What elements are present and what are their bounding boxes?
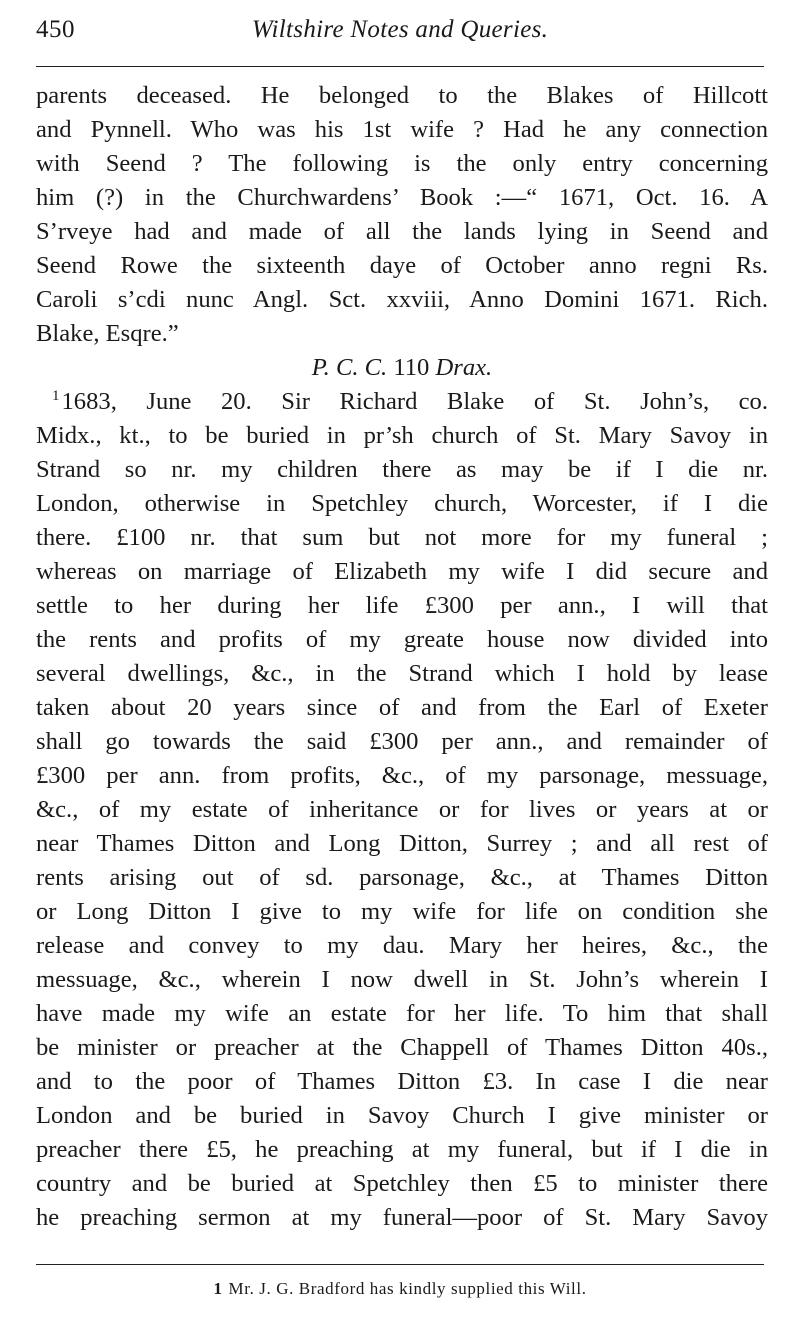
text-line: messuage, &c., wherein I now dwell in St. John’s wherein I <box>36 966 768 993</box>
text-line: he preaching sermon at my funeral—poor of St. Mary Savoy <box>36 1204 768 1231</box>
text-line-first <box>36 385 768 419</box>
footnote-rule <box>36 1264 764 1265</box>
text-line: whereas on marriage of Elizabeth my wife I did secure and <box>36 558 768 585</box>
footnote-reference: 1 <box>52 388 60 404</box>
text-line: Blake, Esqre.” <box>36 320 179 347</box>
page-header <box>36 16 764 56</box>
text-line: have made my wife an estate for her life. To him that shall <box>36 1000 768 1027</box>
heading-prefix: P. C. C. <box>311 354 388 381</box>
text-line: and to the poor of Thames Ditton £3. In case I die near <box>36 1068 768 1095</box>
footnote-mark: 1 <box>213 1279 223 1298</box>
text-line: him (?) in the Churchwardens’ Book :—“ 1671, Oct. 16. A <box>36 184 768 211</box>
text-line: be minister or preacher at the Chappell of Thames Ditton 40s., <box>36 1034 768 1061</box>
heading-number: 110 <box>393 354 430 381</box>
text-line: £300 per ann. from profits, &c., of my parsonage, messuage, <box>36 762 768 789</box>
page-body <box>36 79 768 1235</box>
text-line: parents deceased. He belonged to the Blakes of Hillcott <box>36 82 768 109</box>
text-line: &c., of my estate of inheritance or for lives or years at or <box>36 796 768 823</box>
text-line: Strand so nr. my children there as may be if I die nr. <box>36 456 768 483</box>
text-line: preacher there £5, he preaching at my funeral, but if I die in <box>36 1136 768 1163</box>
text-line: the rents and profits of my greate house now divided into <box>36 626 768 653</box>
paragraph-2 <box>36 385 768 1235</box>
running-title: Wiltshire Notes and Queries. <box>251 16 549 43</box>
text-line: near Thames Ditton and Long Ditton, Surrey ; and all rest of <box>36 830 768 857</box>
text-line: S’rveye had and made of all the lands lying in Seend and <box>36 218 768 245</box>
text-line-content: 1683, June 20. Sir Richard Blake of St. John’s, co. <box>61 388 768 415</box>
text-line: there. £100 nr. that sum but not more for my funeral ; <box>36 524 768 551</box>
text-line: several dwellings, &c., in the Strand which I hold by lease <box>36 660 768 687</box>
text-line: country and be buried at Spetchley then £5 to minister there <box>36 1170 768 1197</box>
section-heading <box>36 351 768 385</box>
text-line: London and be buried in Savoy Church I give minister or <box>36 1102 768 1129</box>
text-line: shall go towards the said £300 per ann., and remainder of <box>36 728 768 755</box>
footnote-text: Mr. J. G. Bradford has kindly supplied this Will. <box>228 1279 587 1298</box>
text-line: and Pynnell. Who was his 1st wife ? Had he any connection <box>36 116 768 143</box>
text-line: Seend Rowe the sixteenth daye of October anno regni Rs. <box>36 252 768 279</box>
text-line: or Long Ditton I give to my wife for life on condition she <box>36 898 768 925</box>
text-line: settle to her during her life £300 per ann., I will that <box>36 592 768 619</box>
text-line: rents arising out of sd. parsonage, &c., at Thames Ditton <box>36 864 768 891</box>
text-line: taken about 20 years since of and from the Earl of Exeter <box>36 694 768 721</box>
text-line: with Seend ? The following is the only entry concerning <box>36 150 768 177</box>
text-line: London, otherwise in Spetchley church, Worcester, if I die <box>36 490 768 517</box>
page-number: 450 <box>36 16 75 43</box>
heading-name: Drax. <box>435 354 493 381</box>
header-rule <box>36 66 764 67</box>
paragraph-1 <box>36 79 768 351</box>
text-line: Midx., kt., to be buried in pr’sh church of St. Mary Savoy in <box>36 422 768 449</box>
footnote <box>0 1279 800 1299</box>
text-line: release and convey to my dau. Mary her heires, &c., the <box>36 932 768 959</box>
text-line: Caroli s’cdi nunc Angl. Sct. xxviii, Anno Domini 1671. Rich. <box>36 286 768 313</box>
